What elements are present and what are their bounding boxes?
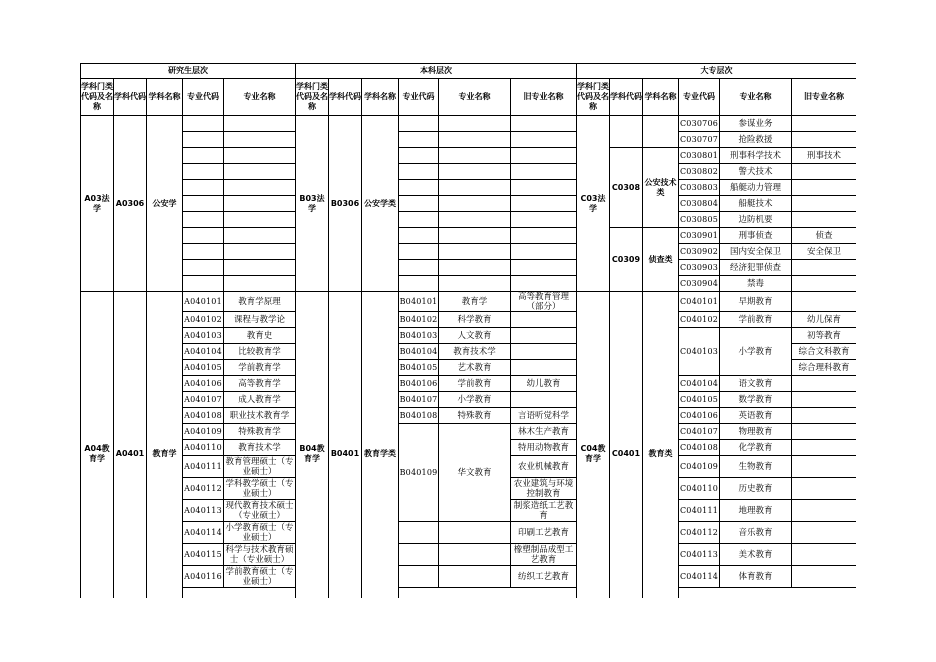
grad-empty-name (223, 147, 296, 164)
jc-old-name (791, 455, 856, 478)
jc-discipline-name-prev (642, 115, 679, 148)
ug-major-code: B040106 (398, 375, 439, 392)
ug-empty-name (438, 259, 511, 276)
ug-major-code: B040109 (398, 423, 439, 522)
ug-empty-old (510, 195, 577, 212)
ug-major-code: B040102 (398, 311, 439, 328)
grad-empty-code (182, 259, 224, 276)
grad-major-code: A040113 (182, 499, 224, 522)
jc-old-name (791, 375, 856, 392)
jc-major-name: 语文教育 (719, 375, 792, 392)
grad-major-code: A040102 (182, 311, 224, 328)
grad-empty-name (223, 227, 296, 244)
grad-header-major-code: 专业代码 (182, 78, 224, 116)
major-catalog-sheet (80, 63, 856, 598)
grad-empty-name (223, 179, 296, 196)
jc-old-name (791, 291, 856, 312)
ug-empty-code (398, 131, 439, 148)
ug-major-code: B040104 (398, 343, 439, 360)
grad-major-name: 教育管理硕士（专业硕士） (223, 455, 296, 478)
jc-major-code: C040103 (678, 327, 720, 376)
grad-major-name: 教育技术学 (223, 439, 296, 456)
grad-empty-name (223, 275, 296, 292)
ug-major-code: B040108 (398, 407, 439, 424)
grad-major-code: A040112 (182, 477, 224, 500)
ug-discipline-code: B0306 (328, 115, 362, 292)
jc-old-name: 刑事技术 (791, 147, 856, 164)
jc-major-name: 边防机要 (719, 211, 792, 228)
grad-empty-name (223, 211, 296, 228)
grad-major-name: 教育史 (223, 327, 296, 344)
jc-category-law: C03法学 (576, 115, 610, 292)
ug-empty-code (398, 211, 439, 228)
grad-empty-code (182, 275, 224, 292)
ug-major-name: 科学教育 (438, 311, 511, 328)
jc-discipline-name-0308: 公安技术类 (642, 147, 679, 228)
grad-education-name: 教育学 (146, 291, 183, 598)
grad-header-cat: 学科门类代码及名称 (80, 78, 114, 116)
ug-major-code: B040105 (398, 359, 439, 376)
jc-major-name: 经济犯罪侦查 (719, 259, 792, 276)
ug-major-name: 小学教育 (438, 391, 511, 408)
grad-major-code: A040111 (182, 455, 224, 478)
ug-major-name: 学前教育 (438, 375, 511, 392)
ug-major-name: 教育学 (438, 291, 511, 312)
grad-empty-name (223, 131, 296, 148)
ug-old-name (510, 343, 577, 360)
jc-discipline-name-0309: 侦查类 (642, 227, 679, 292)
ug-header-disc-code: 学科代码 (328, 78, 362, 116)
jc-major-name: 刑事侦查 (719, 227, 792, 244)
jc-major-name: 历史教育 (719, 477, 792, 500)
grad-major-name: 学前教育学 (223, 359, 296, 376)
jc-major-code: C040107 (678, 423, 720, 440)
ug-empty-name (438, 195, 511, 212)
ug-empty-code (398, 147, 439, 164)
grad-empty-code (182, 243, 224, 260)
ug-old-name (510, 327, 577, 344)
ug-old-name: 印刷工艺教育 (510, 521, 577, 544)
grad-empty-code (182, 147, 224, 164)
jc-major-code: C040108 (678, 439, 720, 456)
ug-empty-code (398, 243, 439, 260)
ug-empty-old (510, 259, 577, 276)
ug-old-name: 林木生产教育 (510, 423, 577, 440)
grad-major-name: 学前教育硕士（专业硕士） (223, 565, 296, 588)
ug-discipline-name: 公安学类 (361, 115, 399, 292)
ug-major-name: 人文教育 (438, 327, 511, 344)
grad-major-code: A040108 (182, 407, 224, 424)
jc-old-name (791, 543, 856, 566)
ug-empty-code (398, 115, 439, 132)
jc-old-name (791, 521, 856, 544)
jc-major-code: C030707 (678, 131, 720, 148)
grad-empty-name (223, 259, 296, 276)
jc-old-name (791, 115, 856, 132)
grad-empty-code (182, 131, 224, 148)
grad-major-name: 现代教育技术硕士（专业硕士） (223, 499, 296, 522)
jc-major-name: 早期教育 (719, 291, 792, 312)
jc-old-name (791, 179, 856, 196)
ug-empty-old (510, 275, 577, 292)
grad-major-code: A040105 (182, 359, 224, 376)
section-header-junior-college: 大专层次 (576, 63, 856, 79)
grad-empty-code (182, 115, 224, 132)
jc-major-name: 音乐教育 (719, 521, 792, 544)
jc-old-name (791, 195, 856, 212)
grad-major-name: 学科教学硕士（专业硕士） (223, 477, 296, 500)
jc-major-code: C040106 (678, 407, 720, 424)
jc-old-name (791, 259, 856, 276)
ug-empty-name (438, 543, 511, 566)
ug-empty-name (438, 115, 511, 132)
jc-old-name: 幼儿保育 (791, 311, 856, 328)
jc-major-name: 国内安全保卫 (719, 243, 792, 260)
grad-major-name: 职业技术教育学 (223, 407, 296, 424)
jc-major-code: C030804 (678, 195, 720, 212)
ug-major-name: 特殊教育 (438, 407, 511, 424)
jc-major-code: C030805 (678, 211, 720, 228)
ug-education-code: B0401 (328, 291, 362, 598)
jc-major-name: 地理教育 (719, 499, 792, 522)
grad-major-name: 教育学原理 (223, 291, 296, 312)
grad-major-code: A040114 (182, 521, 224, 544)
ug-empty-name (438, 521, 511, 544)
jc-old-name: 安全保卫 (791, 243, 856, 260)
grad-empty-name (223, 195, 296, 212)
jc-header-major-name: 专业名称 (719, 78, 792, 116)
ug-old-name: 橡塑制品成型工艺教育 (510, 543, 577, 566)
grad-major-name: 成人教育学 (223, 391, 296, 408)
section-header-graduate: 研究生层次 (80, 63, 296, 79)
jc-major-code: C040113 (678, 543, 720, 566)
jc-major-code: C040101 (678, 291, 720, 312)
ug-empty-old (510, 163, 577, 180)
ug-empty-old (510, 131, 577, 148)
grad-major-code: A040107 (182, 391, 224, 408)
jc-education-name: 教育类 (642, 291, 679, 598)
jc-header-major-code: 专业代码 (678, 78, 720, 116)
jc-major-code: C030802 (678, 163, 720, 180)
jc-major-name: 禁毒 (719, 275, 792, 292)
jc-discipline-code-prev (609, 115, 643, 148)
jc-old-name (791, 477, 856, 500)
jc-old-name (791, 423, 856, 440)
ug-empty-name (438, 565, 511, 588)
ug-header-old-name: 旧专业名称 (510, 78, 577, 116)
grad-empty-code (182, 179, 224, 196)
grad-empty-code (182, 227, 224, 244)
jc-major-name: 参谋业务 (719, 115, 792, 132)
ug-old-name (510, 359, 577, 376)
grad-empty-code (182, 195, 224, 212)
grad-discipline-name: 公安学 (146, 115, 183, 292)
ug-empty-name (438, 147, 511, 164)
jc-header-cat: 学科门类代码及名称 (576, 78, 610, 116)
ug-education-name: 教育学类 (361, 291, 399, 598)
ug-major-code: B040107 (398, 391, 439, 408)
grad-empty-name (223, 163, 296, 180)
grad-header-disc-name: 学科名称 (146, 78, 183, 116)
section-header-undergraduate: 本科层次 (295, 63, 577, 79)
ug-major-name: 艺术教育 (438, 359, 511, 376)
jc-major-name: 化学教育 (719, 439, 792, 456)
ug-empty-name (438, 163, 511, 180)
jc-major-name: 小学教育 (719, 327, 792, 376)
jc-major-name: 物理教育 (719, 423, 792, 440)
grad-major-name: 特殊教育学 (223, 423, 296, 440)
jc-major-code: C040102 (678, 311, 720, 328)
ug-empty-code (398, 565, 439, 588)
jc-old-name (791, 131, 856, 148)
ug-empty-name (438, 211, 511, 228)
jc-header-disc-code: 学科代码 (609, 78, 643, 116)
grad-major-name: 高等教育学 (223, 375, 296, 392)
jc-major-name: 船艇动力管理 (719, 179, 792, 196)
jc-discipline-code-0308: C0308 (609, 147, 643, 228)
ug-old-name (510, 311, 577, 328)
jc-major-name: 数学教育 (719, 391, 792, 408)
grad-category-law: A03法学 (80, 115, 114, 292)
grad-major-code: A040103 (182, 327, 224, 344)
jc-old-name (791, 391, 856, 408)
jc-old-name (791, 499, 856, 522)
grad-major-name: 科学与技术教育硕士（专业硕士） (223, 543, 296, 566)
grad-major-code: A040110 (182, 439, 224, 456)
jc-old-name: 综合文科教育 (791, 343, 856, 360)
grad-header-disc-code: 学科代码 (113, 78, 147, 116)
jc-major-code: C040114 (678, 565, 720, 588)
ug-empty-code (398, 179, 439, 196)
ug-empty-old (510, 243, 577, 260)
grad-header-major-name: 专业名称 (223, 78, 296, 116)
jc-old-name (791, 565, 856, 588)
ug-old-name: 言语听觉科学 (510, 407, 577, 424)
ug-old-name: 高等教育管理（部分） (510, 291, 577, 312)
ug-empty-old (510, 211, 577, 228)
jc-major-code: C040111 (678, 499, 720, 522)
jc-major-name: 英语教育 (719, 407, 792, 424)
grad-major-name: 小学教育硕士（专业硕士） (223, 521, 296, 544)
jc-major-name: 抢险救援 (719, 131, 792, 148)
ug-category-education: B04教育学 (295, 291, 329, 598)
jc-major-name: 学前教育 (719, 311, 792, 328)
jc-major-code: C040104 (678, 375, 720, 392)
ug-old-name: 特用动物教育 (510, 439, 577, 456)
grad-major-code: A040106 (182, 375, 224, 392)
grad-empty-name (223, 243, 296, 260)
ug-header-cat: 学科门类代码及名称 (295, 78, 329, 116)
grad-major-code: A040115 (182, 543, 224, 566)
ug-old-name: 幼儿教育 (510, 375, 577, 392)
ug-empty-code (398, 163, 439, 180)
ug-empty-old (510, 115, 577, 132)
jc-major-code: C040110 (678, 477, 720, 500)
ug-old-name: 农业建筑与环境控制教育 (510, 477, 577, 500)
ug-old-name: 纺织工艺教育 (510, 565, 577, 588)
ug-empty-code (398, 275, 439, 292)
ug-empty-name (438, 243, 511, 260)
jc-major-name: 生物教育 (719, 455, 792, 478)
jc-major-code: C030801 (678, 147, 720, 164)
jc-discipline-code-0309: C0309 (609, 227, 643, 292)
grad-empty-code (182, 163, 224, 180)
ug-major-name: 教育技术学 (438, 343, 511, 360)
jc-major-code: C030901 (678, 227, 720, 244)
ug-empty-name (438, 131, 511, 148)
jc-major-code: C030902 (678, 243, 720, 260)
jc-major-name: 船艇技术 (719, 195, 792, 212)
ug-old-name: 制浆造纸工艺教育 (510, 499, 577, 522)
ug-empty-code (398, 259, 439, 276)
jc-old-name (791, 439, 856, 456)
jc-major-code: C040109 (678, 455, 720, 478)
ug-empty-code (398, 543, 439, 566)
ug-major-code: B040101 (398, 291, 439, 312)
ug-category-law: B03法学 (295, 115, 329, 292)
grad-major-code: A040109 (182, 423, 224, 440)
jc-header-disc-name: 学科名称 (642, 78, 679, 116)
jc-major-name: 刑事科学技术 (719, 147, 792, 164)
jc-old-name (791, 163, 856, 180)
grad-major-name: 课程与教学论 (223, 311, 296, 328)
grad-major-code: A040104 (182, 343, 224, 360)
ug-empty-old (510, 179, 577, 196)
jc-old-name: 综合理科教育 (791, 359, 856, 376)
grad-discipline-code: A0306 (113, 115, 147, 292)
jc-major-code: C030706 (678, 115, 720, 132)
grad-category-education: A04教育学 (80, 291, 114, 598)
jc-major-code: C040105 (678, 391, 720, 408)
ug-major-name: 华文教育 (438, 423, 511, 522)
ug-major-code: B040103 (398, 327, 439, 344)
grad-empty-name (223, 115, 296, 132)
ug-empty-code (398, 521, 439, 544)
ug-old-name (510, 391, 577, 408)
jc-major-name: 体育教育 (719, 565, 792, 588)
jc-major-code: C030803 (678, 179, 720, 196)
jc-major-code: C030904 (678, 275, 720, 292)
grad-major-code: A040116 (182, 565, 224, 588)
jc-major-code: C040112 (678, 521, 720, 544)
ug-empty-code (398, 227, 439, 244)
grad-empty-code (182, 211, 224, 228)
jc-header-old-name: 旧专业名称 (791, 78, 856, 116)
jc-old-name: 初等教育 (791, 327, 856, 344)
jc-old-name: 侦查 (791, 227, 856, 244)
jc-category-education: C04教育学 (576, 291, 610, 598)
ug-empty-name (438, 275, 511, 292)
jc-major-name: 警犬技术 (719, 163, 792, 180)
jc-education-code: C0401 (609, 291, 643, 598)
jc-old-name (791, 407, 856, 424)
ug-empty-code (398, 195, 439, 212)
jc-old-name (791, 211, 856, 228)
ug-header-disc-name: 学科名称 (361, 78, 399, 116)
grad-major-name: 比较教育学 (223, 343, 296, 360)
ug-header-major-name: 专业名称 (438, 78, 511, 116)
ug-header-major-code: 专业代码 (398, 78, 439, 116)
ug-empty-name (438, 179, 511, 196)
ug-old-name: 农业机械教育 (510, 455, 577, 478)
ug-empty-old (510, 227, 577, 244)
jc-old-name (791, 275, 856, 292)
ug-empty-old (510, 147, 577, 164)
jc-major-code: C030903 (678, 259, 720, 276)
jc-major-name: 美术教育 (719, 543, 792, 566)
grad-major-code: A040101 (182, 291, 224, 312)
ug-empty-name (438, 227, 511, 244)
grad-education-code: A0401 (113, 291, 147, 598)
